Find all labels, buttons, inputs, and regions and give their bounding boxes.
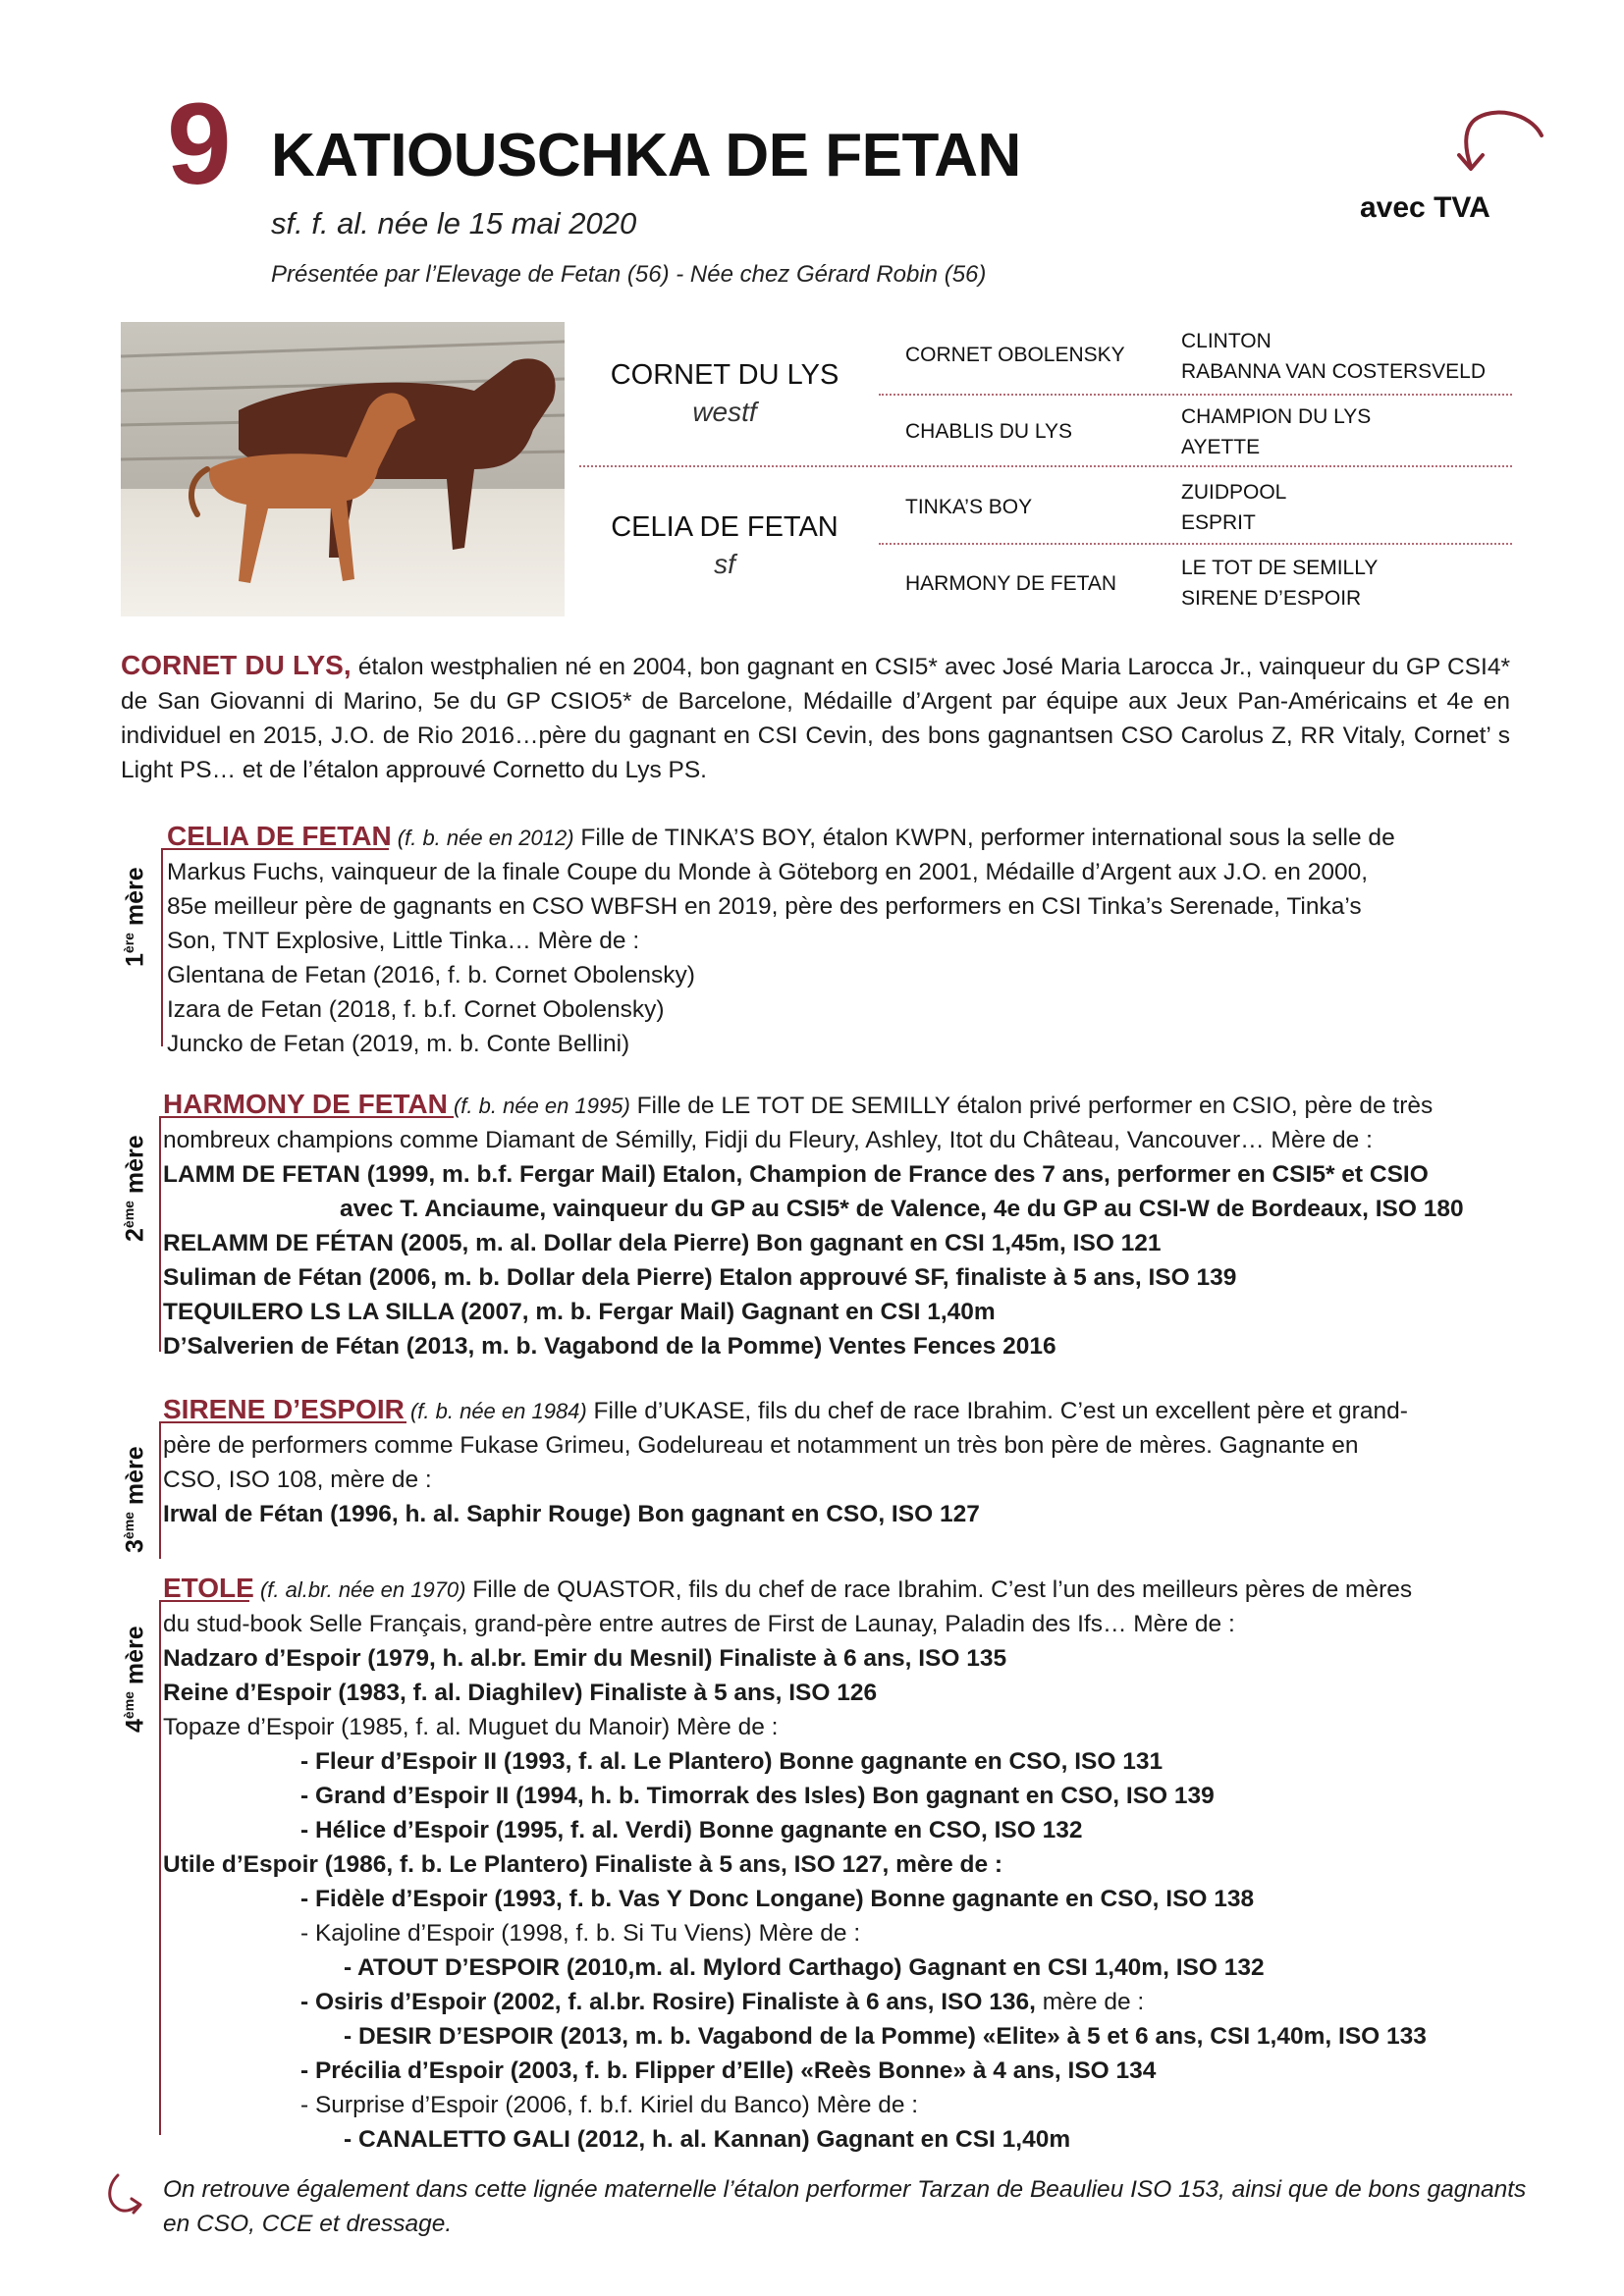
lot-number: 9	[167, 80, 230, 209]
mere4-offspring: - Kajoline d’Espoir (1998, f. b. Si Tu Viens) Mère de :	[300, 1920, 861, 1947]
mere4-offspring: - CANALETTO GALI (2012, h. al. Kannan) Gagnant en CSI 1,40m	[344, 2126, 1071, 2153]
mere2-label: 2ème mère	[121, 1135, 149, 1242]
mere2-block	[163, 1087, 1528, 1363]
pedigree-ggp: ESPRIT	[1181, 511, 1256, 534]
pedigree-grandparent: TINKA’S BOY	[905, 496, 1033, 518]
mere2-name: HARMONY DE FETAN	[163, 1089, 448, 1119]
mere2-offspring: RELAMM DE FÉTAN (2005, m. al. Dollar dela Pierre) Bon gagnant en CSI 1,45m, ISO 121	[163, 1230, 1162, 1256]
mere4-offspring: Reine d’Espoir (1983, f. al. Diaghilev) Finaliste à 5 ans, ISO 126	[163, 1680, 878, 1706]
pedigree-sire-name: CORNET DU LYS	[610, 359, 839, 391]
mere1-line: Fille de TINKA’S BOY, étalon KWPN, performer international sous la selle de	[573, 825, 1395, 851]
mere4-offspring: - ATOUT D’ESPOIR (2010,m. al. Mylord Carthago) Gagnant en CSI 1,40m, ISO 132	[344, 1954, 1265, 1981]
mere2-offspring: TEQUILERO LS LA SILLA (2007, m. b. Fergar Mail) Gagnant en CSI 1,40m	[163, 1299, 996, 1325]
pedigree-ggp: CLINTON	[1181, 330, 1272, 352]
mere4-offspring: - Grand d’Espoir II (1994, h. b. Timorrak des Isles) Bon gagnant en CSO, ISO 139	[300, 1783, 1215, 1809]
mere4-offspring-suffix: mère de :	[1035, 1989, 1145, 2015]
mere4-intro: du stud-book Selle Français, grand-père entre autres de First de Launay, Paladin des Ifs… Mère de :	[163, 1611, 1235, 1637]
mere4-offspring: Utile d’Espoir (1986, f. b. Le Plantero) Finaliste à 5 ans, ISO 127, mère de :	[163, 1851, 1003, 1878]
mere1-line: Izara de Fetan (2018, f. b.f. Cornet Obolensky)	[167, 996, 665, 1023]
sire-paragraph-text: étalon westphalien né en 2004, bon gagnant en CSI5* avec José Maria Larocca Jr., vainqueur du GP CSI4* de San Giovanni di Marino, 5e du GP CSIO5* de Barcelone, Médaille d’Argent par équipe aux Jeux Pan-Américains et 4e en individuel en 2015, J.O. de Rio 2016…père du gagnant en CSI Cevin, des bons gagnantsen CSO Carolus Z, RR Vitaly, Cornet’ s Light PS… et de l’étalon approuvé Cornetto du Lys PS.	[121, 654, 1510, 783]
foal-photo	[121, 322, 565, 616]
pedigree-great-grandparents	[1181, 326, 1486, 387]
pedigree-grandparent: CHABLIS DU LYS	[905, 420, 1072, 443]
pedigree-ggp: AYETTE	[1181, 436, 1261, 458]
horse-subtitle: sf. f. al. née le 15 mai 2020	[271, 206, 637, 240]
sire-paragraph	[121, 648, 1510, 787]
horse-name: KATIOUSCHKA DE FETAN	[271, 122, 1021, 189]
mere4-block	[163, 1571, 1528, 2157]
mere1-info: (f. b. née en 2012)	[391, 826, 574, 850]
mere2-offspring: LAMM DE FETAN (1999, m. b.f. Fergar Mail) Etalon, Champion de France des 7 ans, performer en CSI5* et CSIO	[163, 1161, 1429, 1188]
mere4-offspring: - Précilia d’Espoir (2003, f. b. Flipper d’Elle) «Reès Bonne» à 4 ans, ISO 134	[300, 2057, 1157, 2084]
pedigree-ggp: SIRENE D’ESPOIR	[1181, 587, 1362, 610]
hook-arrow-icon	[104, 2171, 149, 2216]
mere2-offspring: Suliman de Fétan (2006, m. b. Dollar dela Pierre) Etalon approuvé SF, finaliste à 5 ans, ISO 139	[163, 1264, 1237, 1291]
mere4-offspring: - Osiris d’Espoir (2002, f. al.br. Rosire) Finaliste à 6 ans, ISO 136,	[300, 1989, 1036, 2015]
mere1-line: 85e meilleur père de gagnants en CSO WBFSH en 2019, père des performers en CSI Tinka’s Serenade, Tinka’s	[167, 893, 1362, 920]
mere1-line: Glentana de Fetan (2016, f. b. Cornet Obolensky)	[167, 962, 695, 988]
mere1-bar	[161, 848, 163, 1046]
pedigree-divider	[579, 465, 1512, 467]
mere4-offspring: - Surprise d’Espoir (2006, f. b.f. Kiriel du Banco) Mère de :	[300, 2092, 919, 2118]
mere3-line: père de performers comme Fukase Grimeu, Godelureau et notamment un très bon père de mères. Gagnante en	[163, 1432, 1359, 1459]
mere4-bar	[159, 1600, 161, 2135]
mere3-line: CSO, ISO 108, mère de :	[163, 1467, 432, 1493]
mere3-label: 3ème mère	[121, 1446, 149, 1553]
mere4-offspring: - DESIR D’ESPOIR (2013, m. b. Vagabond de la Pomme) «Elite» à 5 et 6 ans, CSI 1,40m, ISO 133	[344, 2023, 1427, 2050]
mere4-intro: Fille de QUASTOR, fils du chef de race Ibrahim. C’est l’un des meilleurs pères de mères	[465, 1576, 1413, 1603]
pedigree-dam-name: CELIA DE FETAN	[611, 511, 839, 543]
mere2-bar	[159, 1116, 161, 1352]
mere1-line: Markus Fuchs, vainqueur de la finale Coupe du Monde à Göteborg en 2001, Médaille d’Argent aux J.O. en 2000,	[167, 859, 1369, 885]
pedigree-grandparent: CORNET OBOLENSKY	[905, 344, 1125, 366]
mere4-label: 4ème mère	[121, 1626, 149, 1733]
pedigree-divider	[879, 543, 1512, 545]
mere2-offspring: avec T. Anciaume, vainqueur du GP au CSI5* de Valence, 4e du GP au CSI-W de Bordeaux, ISO 180	[340, 1196, 1464, 1222]
presenter-line: Présentée par l’Elevage de Fetan (56) - Née chez Gérard Robin (56)	[271, 261, 987, 288]
mere1-line: Juncko de Fetan (2019, m. b. Conte Bellini)	[167, 1031, 630, 1057]
pedigree-great-grandparents	[1181, 477, 1286, 538]
mere4-offspring: - Hélice d’Espoir (1995, f. al. Verdi) Bonne gagnante en CSO, ISO 132	[300, 1817, 1083, 1843]
pedigree-ggp: LE TOT DE SEMILLY	[1181, 557, 1379, 579]
pedigree-great-grandparents	[1181, 401, 1371, 462]
mere1-name: CELIA DE FETAN	[167, 821, 392, 851]
mere1-block	[167, 819, 1522, 1061]
footnote: On retrouve également dans cette lignée maternelle l’étalon performer Tarzan de Beaulieu ISO 153, ainsi que de bons gagnants en CSO, CCE et dressage.	[163, 2176, 1527, 2237]
mere3-bar	[159, 1421, 161, 1559]
mere4-offspring: Nadzaro d’Espoir (1979, h. al.br. Emir du Mesnil) Finaliste à 6 ans, ISO 135	[163, 1645, 1007, 1672]
mere3-block	[163, 1392, 1528, 1531]
mere2-info: (f. b. née en 1995)	[447, 1094, 630, 1118]
mere2-offspring: D’Salverien de Fétan (2013, m. b. Vagabond de la Pomme) Ventes Fences 2016	[163, 1333, 1056, 1360]
mere2-intro: nombreux champions comme Diamant de Sémilly, Fidji du Fleury, Ashley, Itot du Château, Vancouver… Mère de :	[163, 1127, 1373, 1153]
pedigree-dam-stud: sf	[714, 549, 735, 579]
tva-label: avec TVA	[1360, 191, 1490, 224]
mere3-line: Fille d’UKASE, fils du chef de race Ibrahim. C’est un excellent père et grand-	[586, 1398, 1408, 1424]
mere1-label: 1ère mère	[121, 867, 149, 967]
pedigree-grandparent: HARMONY DE FETAN	[905, 572, 1117, 595]
pedigree-sire-stud: westf	[692, 397, 757, 427]
mere3-offspring: Irwal de Fétan (1996, h. al. Saphir Rouge) Bon gagnant en CSO, ISO 127	[163, 1501, 980, 1527]
pedigree-divider	[879, 394, 1512, 396]
pedigree-ggp: RABANNA VAN COSTERSVELD	[1181, 360, 1487, 383]
mere4-offspring: - Fidèle d’Espoir (1993, f. b. Vas Y Donc Longane) Bonne gagnante en CSO, ISO 138	[300, 1886, 1255, 1912]
mere3-name: SIRENE D’ESPOIR	[163, 1394, 405, 1424]
mere4-name: ETOLE	[163, 1573, 254, 1603]
mere2-intro: Fille de LE TOT DE SEMILLY étalon privé performer en CSIO, père de très	[629, 1093, 1434, 1119]
sire-paragraph-name: CORNET DU LYS,	[121, 650, 352, 680]
curved-arrow-icon	[1424, 98, 1551, 191]
mere4-offspring: Topaze d’Espoir (1985, f. al. Muguet du Manoir) Mère de :	[163, 1714, 779, 1740]
mere4-offspring: - Fleur d’Espoir II (1993, f. al. Le Plantero) Bonne gagnante en CSO, ISO 131	[300, 1748, 1164, 1775]
mere4-info: (f. al.br. née en 1970)	[253, 1577, 466, 1602]
pedigree-ggp: ZUIDPOOL	[1181, 481, 1287, 504]
pedigree-ggp: CHAMPION DU LYS	[1181, 405, 1372, 428]
mere1-line: Son, TNT Explosive, Little Tinka… Mère de :	[167, 928, 640, 954]
pedigree-great-grandparents	[1181, 553, 1378, 614]
mere3-info: (f. b. née en 1984)	[404, 1399, 587, 1423]
